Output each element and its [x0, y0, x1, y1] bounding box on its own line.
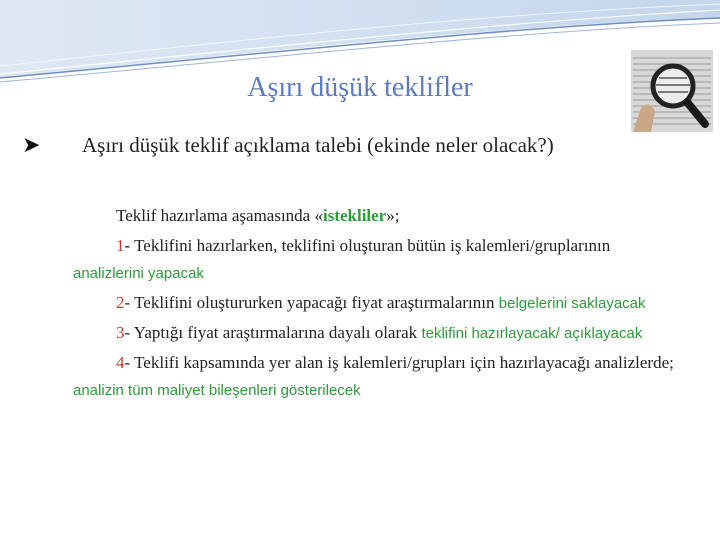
item-text: - Yaptığı fiyat araştırmalarına dayalı olarak — [124, 323, 422, 342]
list-item — [73, 232, 683, 287]
bullet-text: Aşırı düşük teklif açıklama talebi (ekinde neler olacak?) — [82, 133, 554, 157]
intro-paragraph — [73, 202, 683, 229]
item-highlight: analizin tüm maliyet bileşenleri gösterilecek — [73, 382, 361, 399]
list-item — [73, 349, 683, 404]
intro-text-before: Teklif hazırlama aşamasında « — [116, 206, 323, 225]
item-number: 4 — [116, 353, 125, 372]
item-text: - Teklifi kapsamında yer alan iş kalemleri/grupları için hazırlayacağı analizlerde; — [124, 353, 674, 372]
item-number: 1 — [116, 236, 125, 255]
arrow-bullet-icon: ➤ — [22, 132, 41, 157]
slide-title: Aşırı düşük teklifler — [247, 72, 473, 103]
intro-text-after: »; — [386, 206, 400, 225]
list-item — [73, 289, 683, 317]
item-highlight: analizlerini yapacak — [73, 265, 204, 282]
item-number: 2 — [116, 293, 125, 312]
item-text: - Teklifini hazırlarken, teklifini oluşturan bütün iş kalemleri/gruplarının — [124, 236, 611, 255]
intro-highlight: istekliler — [322, 206, 387, 225]
list-item — [73, 319, 683, 347]
item-number: 3 — [116, 323, 125, 342]
item-text: - Teklifini oluştururken yapacağı fiyat araştırmalarının — [124, 293, 499, 312]
item-highlight: belgelerini saklayacak — [498, 295, 646, 312]
bullet-point — [22, 128, 632, 162]
slide-body — [73, 202, 683, 406]
item-highlight: teklifini hazırlayacak/ açıklayacak — [421, 325, 643, 342]
